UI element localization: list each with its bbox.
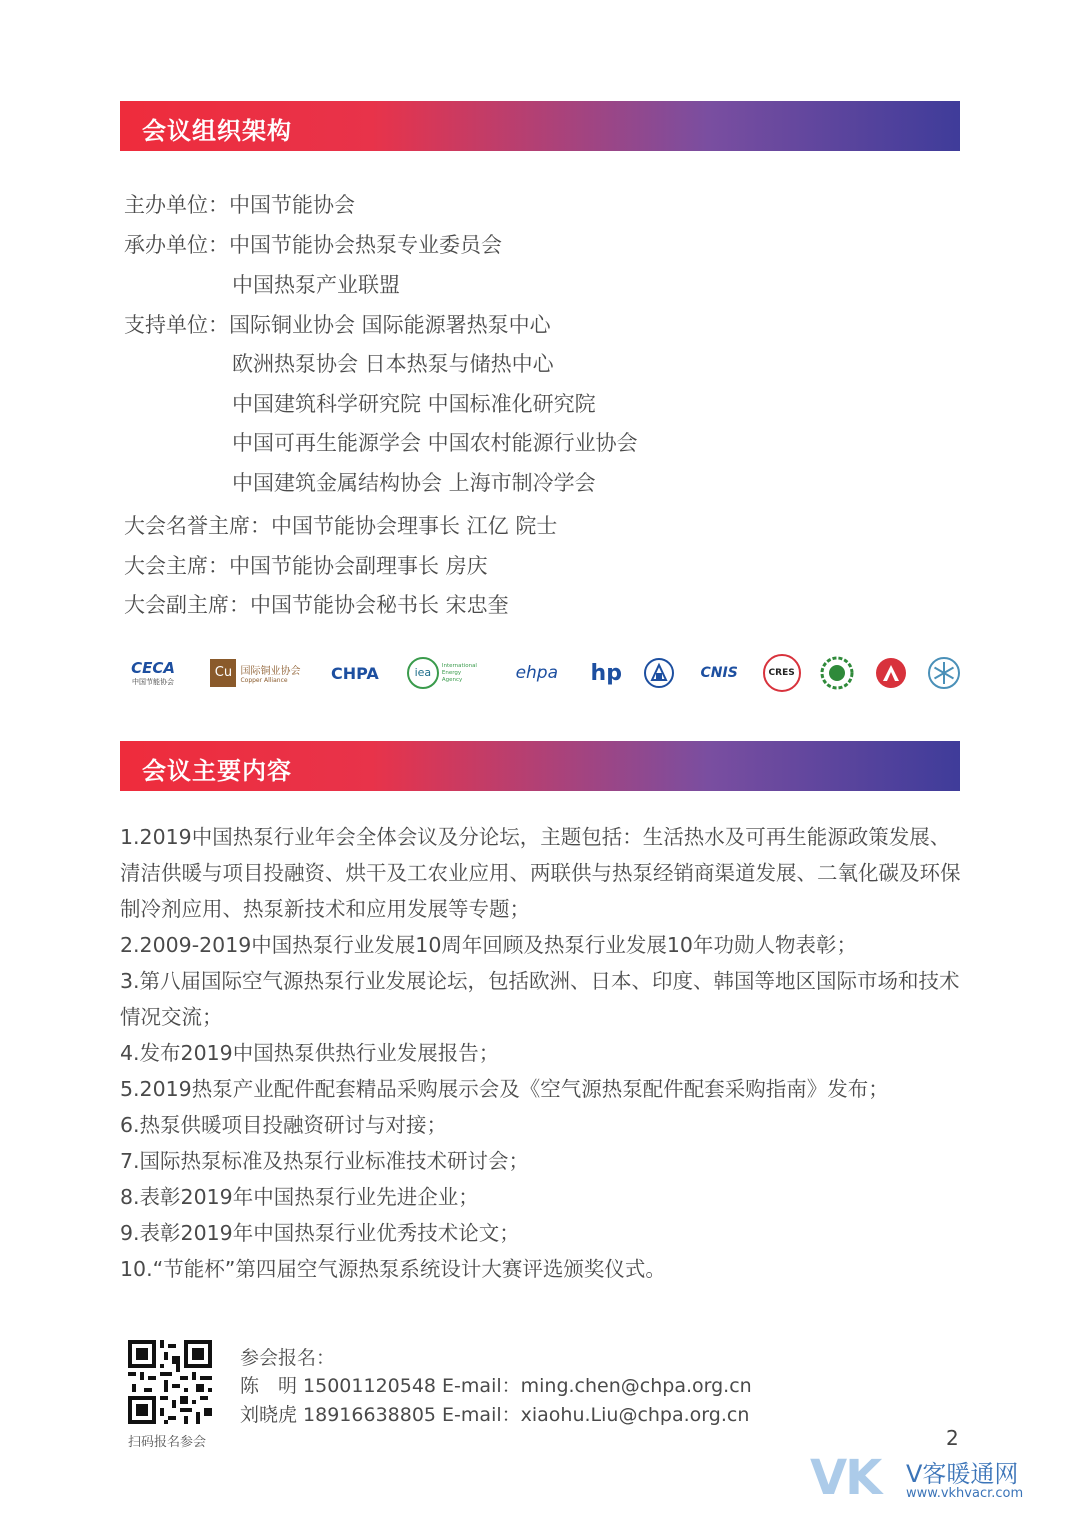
- chpa-logo: [323, 653, 387, 693]
- page-number: 2: [946, 1426, 959, 1450]
- section-header-organization: [120, 101, 960, 151]
- watermark-url: www.vkhvacr.com: [906, 1486, 1024, 1501]
- registration-qr-code[interactable]: [128, 1340, 212, 1424]
- chpa-logo-text: CHPA: [331, 663, 379, 683]
- content-item: 9.表彰2019年中国热泵行业优秀技术论文；: [120, 1221, 520, 1245]
- content-item: 5.2019热泵产业配件配套精品采购展示会及《空气源热泵配件配套采购指南》发布；: [120, 1077, 889, 1101]
- content-item: 4.发布2019中国热泵供热行业发展报告；: [120, 1041, 500, 1065]
- refrigeration-society-logo: [926, 653, 962, 693]
- building-institute-logo: [641, 653, 677, 693]
- honorary-chair: 大会名誉主席：中国节能协会理事长 江亿 院士: [124, 514, 558, 538]
- ceca-logo: [118, 653, 188, 693]
- host-organizer: 主办单位：中国节能协会: [124, 193, 355, 217]
- hp-logo: [589, 653, 623, 693]
- contact-line: 刘晓虎 18916638805 E-mail：xiaohu.Liu@chpa.org.cn: [240, 1404, 750, 1426]
- contact-line: 陈 明 15001120548 E-mail：ming.chen@chpa.org.cn: [240, 1375, 752, 1397]
- ceca-logo-text: CECA: [131, 659, 175, 677]
- content-item: 2.2009-2019中国热泵行业发展10周年回顾及热泵行业发展10年功勋人物表彰；: [120, 933, 857, 957]
- undertaker-organizer: 承办单位：中国节能协会热泵专业委员会: [124, 233, 502, 257]
- cnis-logo: [694, 653, 744, 693]
- content-item: 7.国际热泵标准及热泵行业标准技术研讨会；: [120, 1149, 530, 1173]
- rural-energy-logo: [819, 653, 855, 693]
- watermark-name: V客暖通网: [906, 1460, 1019, 1488]
- content-item: 1.2019中国热泵行业年会全体会议及分论坛，主题包括：生活热水及可再生能源政策发展、清洁供暖与项目投融资、烘干及工农业应用、两联供与热泵经销商渠道发展、二氧化碳及环保制冷剂应用、热泵新技术和应用发展等专题；: [120, 825, 961, 921]
- supporter-logos: [118, 650, 962, 696]
- cres-logo: [762, 653, 802, 693]
- rural-energy-icon: [820, 656, 854, 690]
- support-organizers: 支持单位：国际铜业协会 国际能源署热泵中心: [124, 313, 551, 337]
- cu-logo-box: Cu: [210, 659, 236, 687]
- ceca-logo-subtext: 中国节能协会: [132, 678, 174, 686]
- content-item: 10.“节能杯”第四届空气源热泵系统设计大赛评选颁奖仪式。: [120, 1257, 666, 1281]
- content-item: 8.表彰2019年中国热泵行业先进企业；: [120, 1185, 479, 1209]
- iea-logo-circle: iea: [407, 657, 439, 689]
- section-header-content: [120, 741, 960, 791]
- ehpa-logo: [502, 653, 572, 693]
- watermark-brand: VK: [810, 1450, 881, 1506]
- support-organizers-5: 中国建筑金属结构协会 上海市制冷学会: [232, 471, 596, 495]
- cres-logo-text: CRES: [763, 654, 801, 692]
- ehpa-logo-text: ehpa: [515, 663, 559, 683]
- cu-logo-cn: 国际铜业协会: [240, 666, 301, 677]
- snowflake-icon: [927, 656, 961, 690]
- copper-alliance-logo: [205, 653, 305, 693]
- iea-logo: [404, 653, 484, 693]
- iea-logo-subtext: International Energy Agency: [441, 662, 477, 683]
- qr-caption: 扫码报名参会: [128, 1435, 207, 1450]
- metal-structure-icon: [874, 656, 908, 690]
- vice-chair: 大会副主席：中国节能协会秘书长 宋忠奎: [124, 593, 509, 617]
- section-title: 会议组织架构: [142, 117, 292, 145]
- building-icon: [643, 657, 675, 689]
- hp-logo-text: hp: [590, 660, 622, 686]
- vk-watermark: [810, 1452, 1060, 1512]
- cnis-logo-text: CNIS: [700, 665, 738, 681]
- content-item: 6.热泵供暖项目投融资研讨与对接；: [120, 1113, 448, 1137]
- cu-logo-en: Copper Alliance: [240, 677, 288, 684]
- support-organizers-2: 欧洲热泵协会 日本热泵与储热中心: [232, 352, 554, 376]
- section-title: 会议主要内容: [142, 757, 292, 785]
- support-organizers-3: 中国建筑科学研究院 中国标准化研究院: [232, 392, 596, 416]
- registration-label: 参会报名：: [240, 1347, 336, 1369]
- content-item: 3.第八届国际空气源热泵行业发展论坛，包括欧洲、日本、印度、韩国等地区国际市场和技术情况交流；: [120, 969, 960, 1029]
- undertaker-organizer-2: 中国热泵产业联盟: [232, 273, 400, 297]
- support-organizers-4: 中国可再生能源学会 中国农村能源行业协会: [232, 431, 638, 455]
- metal-structure-logo: [873, 653, 909, 693]
- conference-chair: 大会主席：中国节能协会副理事长 房庆: [124, 554, 488, 578]
